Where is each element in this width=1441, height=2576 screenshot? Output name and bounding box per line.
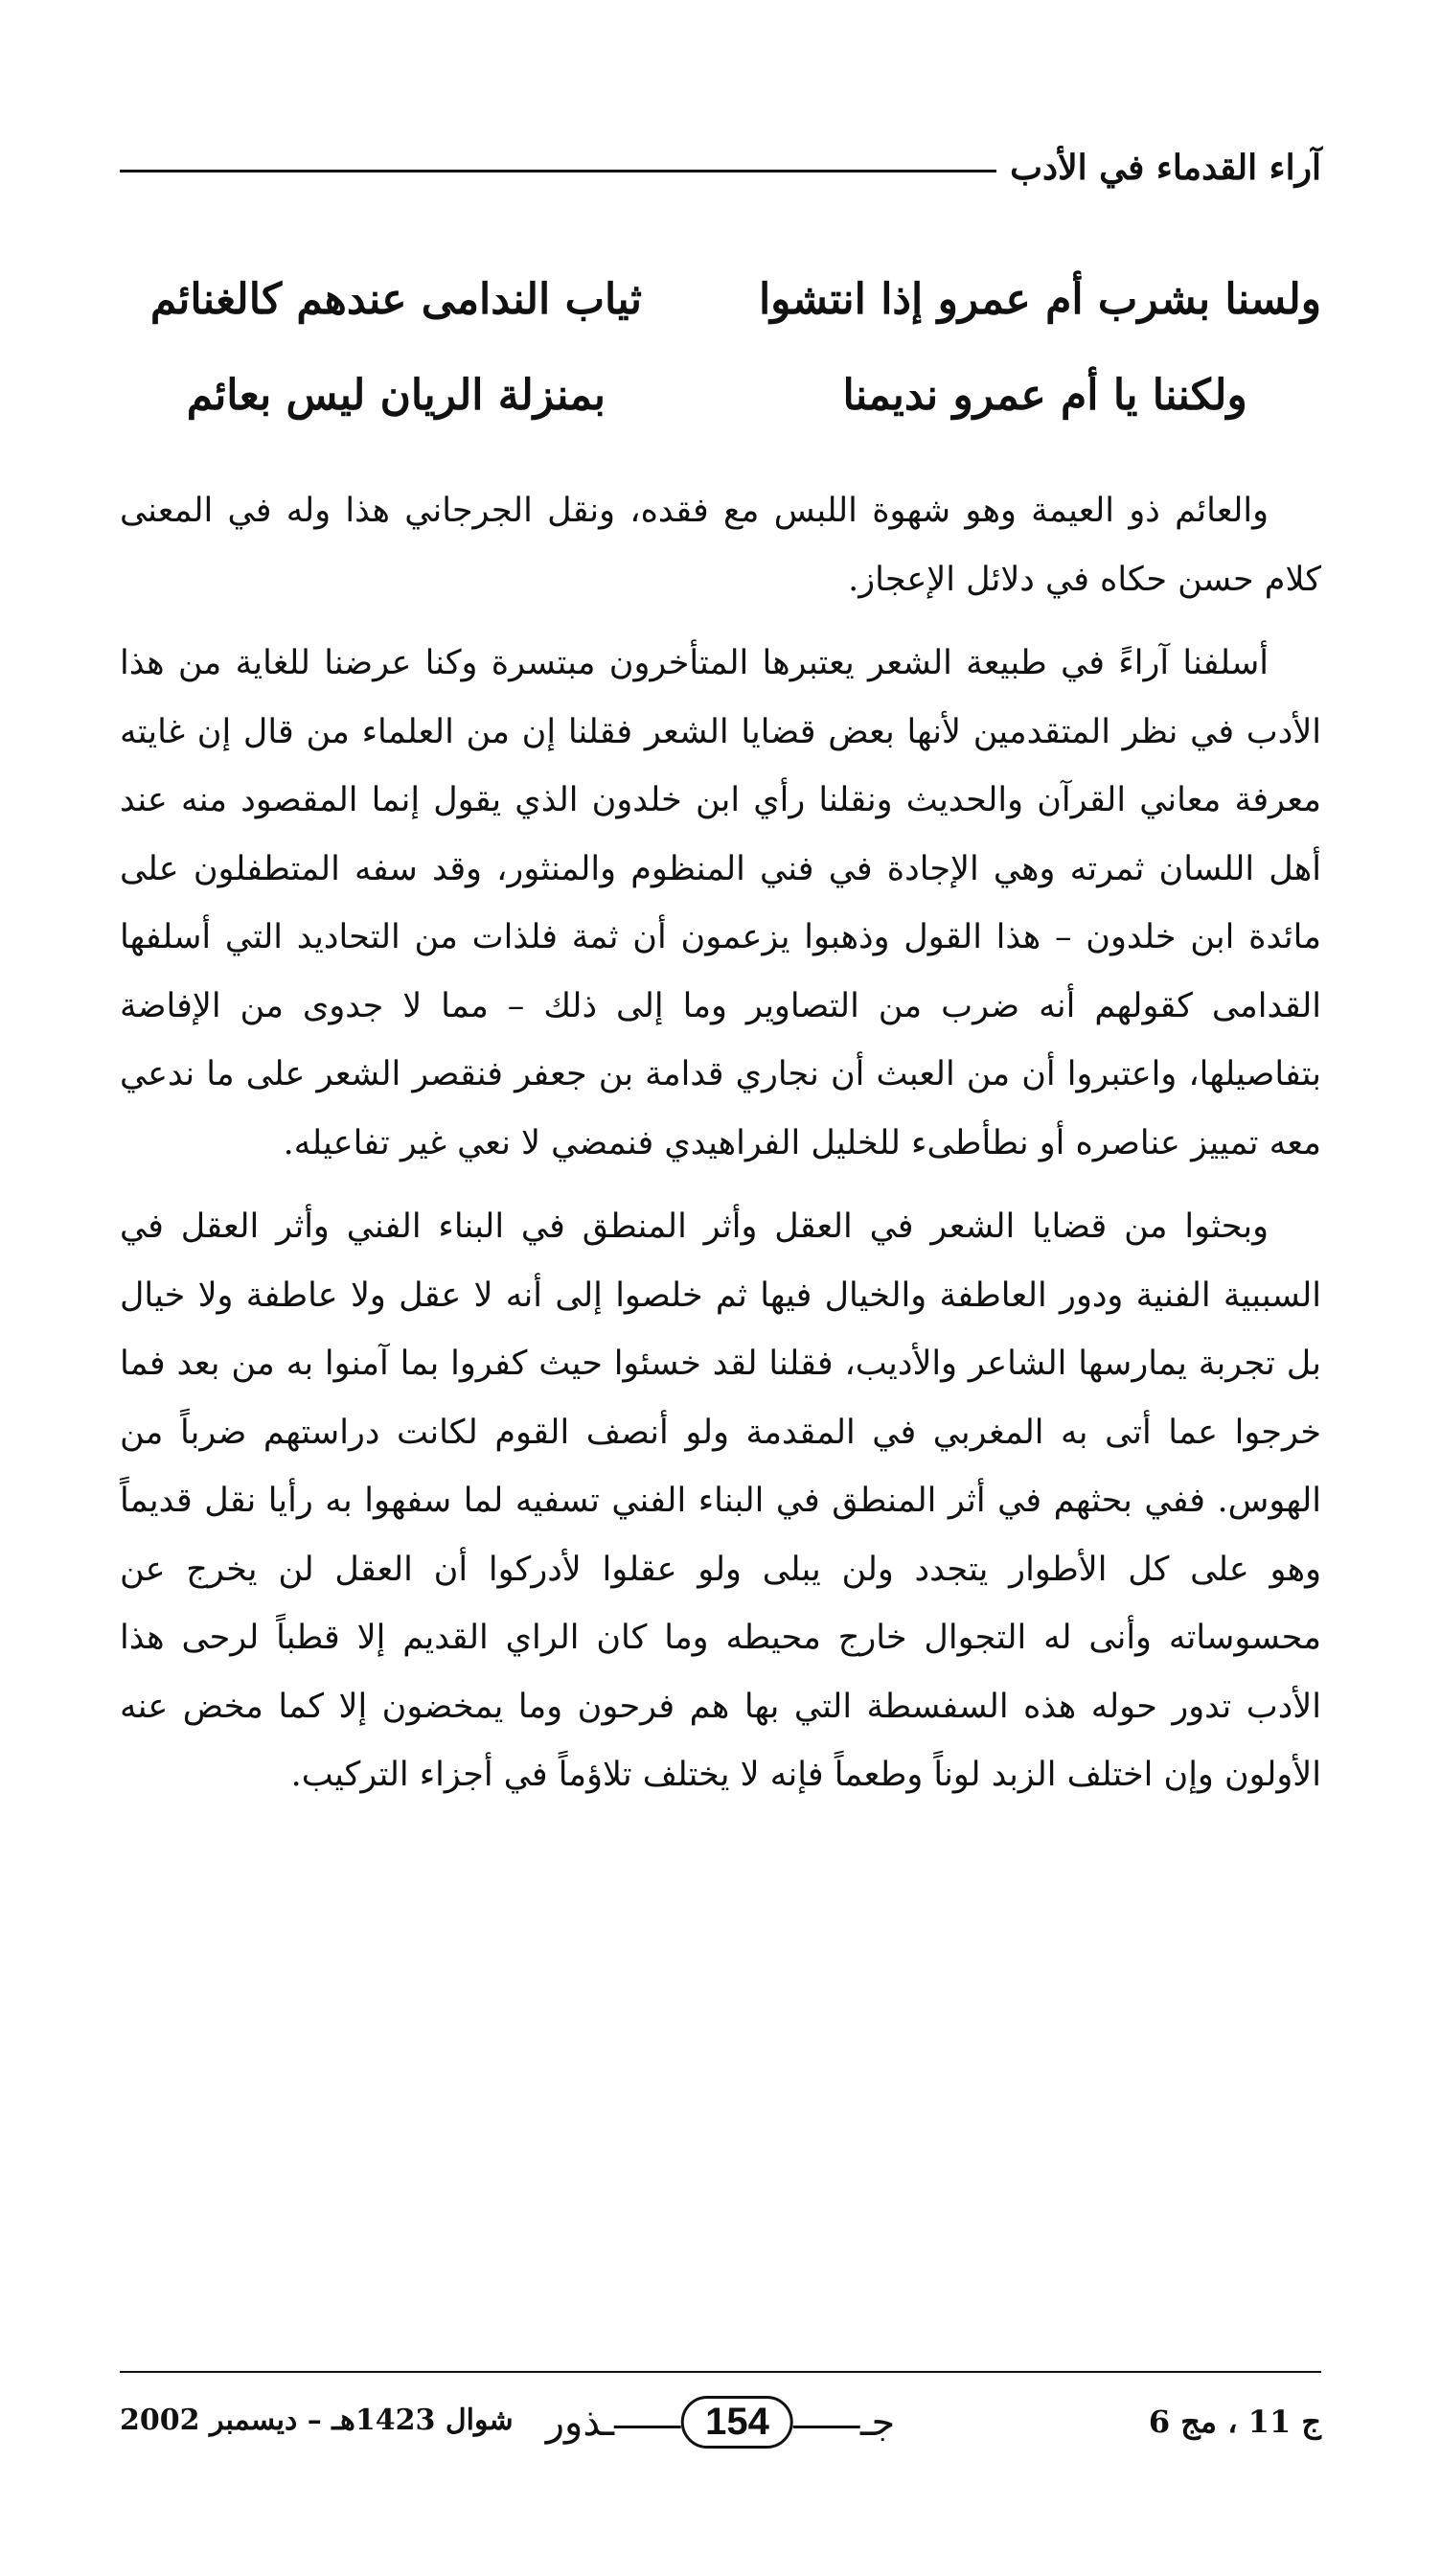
header-title: آراء القدماء في الأدب [1010, 148, 1321, 188]
issue-date: شوال 1423هـ – ديسمبر 2002 [120, 2404, 514, 2437]
verse-2 [120, 347, 1321, 443]
page-footer [120, 2396, 1321, 2482]
journal-line-left [614, 2426, 681, 2428]
journal-name-start: جـ [859, 2400, 896, 2445]
verse-1 [120, 251, 1321, 347]
header-rule [120, 170, 996, 172]
body-text [120, 477, 1321, 1826]
verse-2-second-hemistich: بمنزلة الريان ليس بعائم [186, 370, 606, 420]
verse-1-first-hemistich: ولسنا بشرب أم عمرو إذا انتشوا [758, 274, 1321, 324]
footer-rule [120, 2371, 1321, 2373]
paragraph-2: أسلفنا آراءً في طبيعة الشعر يعتبرها المتأخرون مبتسرة وكنا عرضنا للغاية من هذا الأدب في نظر المتقدمين لأنها بعض قضايا الشعر فقلنا إن من العلماء من قال إن غايته معرفة معاني القرآن والحديث ونقلنا رأي ابن خلدون الذي يقول إنما المقصود منه عند أهل اللسان ثمرته وهي الإجادة في فني المنظوم والمنثور، وقد سفه المتطفلون على مائدة ابن خلدون – هذا القول وذهبوا يزعمون أن ثمة فلذات من التحاديد التي أسلفها القدامى كقولهم أنه ضرب من التصاوير وما إلى ذلك – مما لا جدوى من الإفاضة بتفاصيلها، واعتبروا أن من العبث أن نجاري قدامة بن جعفر فنقصر الشعر على ما ندعي معه تمييز عناصره أو نطأطىء للخليل الفراهيدي فنمضي لا نعي غير تفاعيله. [120, 644, 1321, 1162]
verse-1-second-hemistich: ثياب الندامى عندهم كالغنائم [149, 274, 642, 324]
poem-verses [120, 251, 1321, 443]
paragraph-3: وبحثوا من قضايا الشعر في العقل وأثر المنطق في البناء الفني وأثر العقل في السببية الفنية ودور العاطفة والخيال فيها ثم خلصوا إلى أنه لا عقل ولا عاطفة ولا خيال بل تجربة يمارسها الشاعر والأديب، فقلنا لقد خسئوا حيث كفروا بما آمنوا به من بعد فما خرجوا عما أتى به المغربي في المقدمة ولو أنصف القوم لكانت دراستهم ضرباً من الهوس. ففي بحثهم في أثر المنطق في البناء الفني تسفيه لما سفهوا به رأيا نقل قديماً وهو على كل الأطوار يتجدد ولن يبلى ولو عقلوا لأدركوا أن العقل لن يخرج عن محسوساته وأنى له التجوال خارج محيطه وما كان الراي القديم إلا قطباً لرحى هذا الأدب تدور حوله هذه السفسطة التي بها هم فرحون وما يمخضون إلا كما مخض عنه الأولون وإن اختلف الزبد لوناً وطعماً فإنه لا يختلف تلاؤماً في أجزاء التركيب. [120, 1208, 1321, 1794]
journal-name-end: ـذور [545, 2400, 615, 2445]
journal-line-right [793, 2426, 860, 2428]
issue-volume: ج 11 ، مج 6 [1148, 2404, 1321, 2440]
verse-2-first-hemistich: ولكننا يا أم عمرو نديمنا [842, 370, 1247, 420]
paragraph-1: والعائم ذو العيمة وهو شهوة اللبس مع فقده، ونقل الجرجاني هذا وله في المعنى كلام حسن حكاه في دلائل الإعجاز. [120, 492, 1321, 599]
page-number: 154 [681, 2396, 793, 2449]
journal-logo [546, 2396, 896, 2449]
running-header [120, 134, 1321, 201]
